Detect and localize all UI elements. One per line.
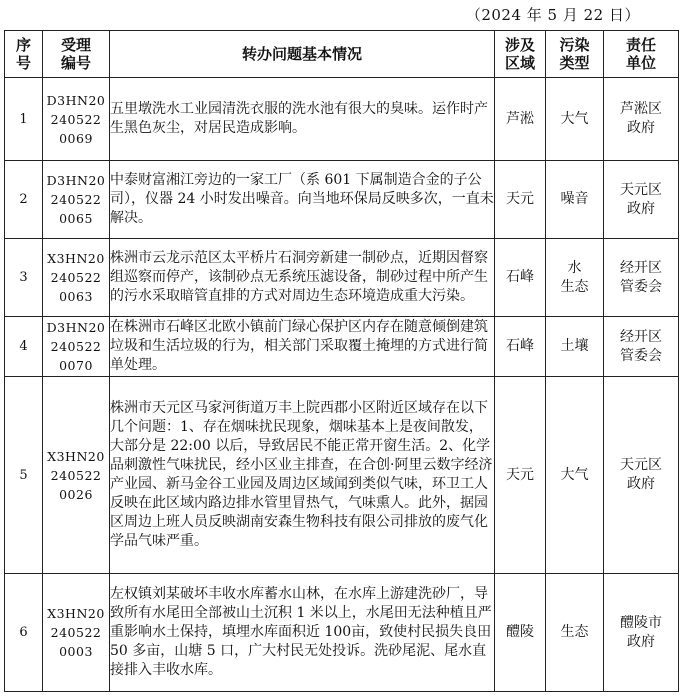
header-pollution-type: 污染 类型 [546, 31, 604, 78]
row-description: 株洲市天元区马家河街道万丰上院西郡小区附近区域存在以下几个问题：1、存在烟味扰民现象，烟味基本上是夜间散发，大部分是 22:00 以后，导致居民不能正常开窗生活。2、化学品刺激性气味扰民，经小区业主排查，在合创·阿里云数字经济产业园、新马金谷工业园及周边区域闻到类似气味，环卫工人反映在此区域内路边排水管里冒热气，气味熏人。此外，据园区周边上班人员反映湖南安森生物科技有限公司排放的废气化学品气味严重。 [110, 377, 495, 574]
row-description: 中泰财富湘江旁边的一家工厂（系 601 下属制造合金的子公司），仪器 24 小时发出噪音。向当地环保局反映多次，一直未解决。 [110, 161, 495, 239]
row-index: 3 [5, 239, 43, 317]
row-index: 6 [5, 574, 43, 692]
table-row [5, 78, 679, 161]
header-responsible-unit: 责任 单位 [604, 31, 679, 78]
row-code: X3HN20 240522 0063 [43, 239, 110, 317]
row-index: 5 [5, 377, 43, 574]
header-area: 涉及 区域 [495, 31, 546, 78]
row-pollution-type: 大气 [546, 78, 604, 161]
row-responsible-unit: 经开区 管委会 [604, 317, 679, 377]
row-responsible-unit: 天元区 政府 [604, 377, 679, 574]
row-index: 1 [5, 78, 43, 161]
row-responsible-unit: 醴陵市 政府 [604, 574, 679, 692]
table-row [5, 161, 679, 239]
table-row [5, 574, 679, 692]
row-responsible-unit: 经开区 管委会 [604, 239, 679, 317]
header-description: 转办问题基本情况 [110, 31, 495, 78]
row-pollution-type: 生态 [546, 574, 604, 692]
report-date: （2024 年 5 月 22 日） [465, 6, 640, 24]
table-row [5, 317, 679, 377]
row-code: D3HN20 240522 0069 [43, 78, 110, 161]
row-code: X3HN20 240522 0026 [43, 377, 110, 574]
complaint-table [4, 30, 679, 692]
row-code: D3HN20 240522 0065 [43, 161, 110, 239]
row-responsible-unit: 芦淞区 政府 [604, 78, 679, 161]
row-description: 在株洲市石峰区北欧小镇前门绿心保护区内存在随意倾倒建筑垃圾和生活垃圾的行为，相关部门采取覆土掩埋的方式进行简单处理。 [110, 317, 495, 377]
row-area: 石峰 [495, 239, 546, 317]
header-code: 受理 编号 [43, 31, 110, 78]
row-area: 醴陵 [495, 574, 546, 692]
row-code: D3HN20 240522 0070 [43, 317, 110, 377]
row-description: 左权镇刘某破坏丰收水库蓄水山林，在水库上游建洗砂厂，导致所有水尾田全部被山土沉积 1 米以上，水尾田无法种植且严重影响水土保持，填埋水库面积近 100亩，致使村民损失良田 50 多亩，山塘 5 口，广大村民无处投诉。洗砂尾泥、尾水直接排入丰收水库。 [110, 574, 495, 692]
table-row [5, 239, 679, 317]
row-area: 天元 [495, 377, 546, 574]
row-pollution-type: 噪音 [546, 161, 604, 239]
row-description: 五里墩洗水工业园清洗衣服的洗水池有很大的臭味。运作时产生黑色灰尘，对居民造成影响。 [110, 78, 495, 161]
row-area: 石峰 [495, 317, 546, 377]
row-area: 芦淞 [495, 78, 546, 161]
row-pollution-type: 土壤 [546, 317, 604, 377]
row-area: 天元 [495, 161, 546, 239]
row-responsible-unit: 天元区 政府 [604, 161, 679, 239]
table-row [5, 377, 679, 574]
header-index: 序 号 [5, 31, 43, 78]
row-pollution-type: 大气 [546, 377, 604, 574]
row-pollution-type: 水 生态 [546, 239, 604, 317]
row-index: 4 [5, 317, 43, 377]
row-index: 2 [5, 161, 43, 239]
row-code: X3HN20 240522 0003 [43, 574, 110, 692]
row-description: 株洲市云龙示范区太平桥片石洞旁新建一制砂点，近期因督察组巡察而停产，该制砂点无系统压滤设备，制砂过程中所产生的污水采取暗管直排的方式对周边生态环境造成重大污染。 [110, 239, 495, 317]
table-header-row [5, 31, 679, 78]
